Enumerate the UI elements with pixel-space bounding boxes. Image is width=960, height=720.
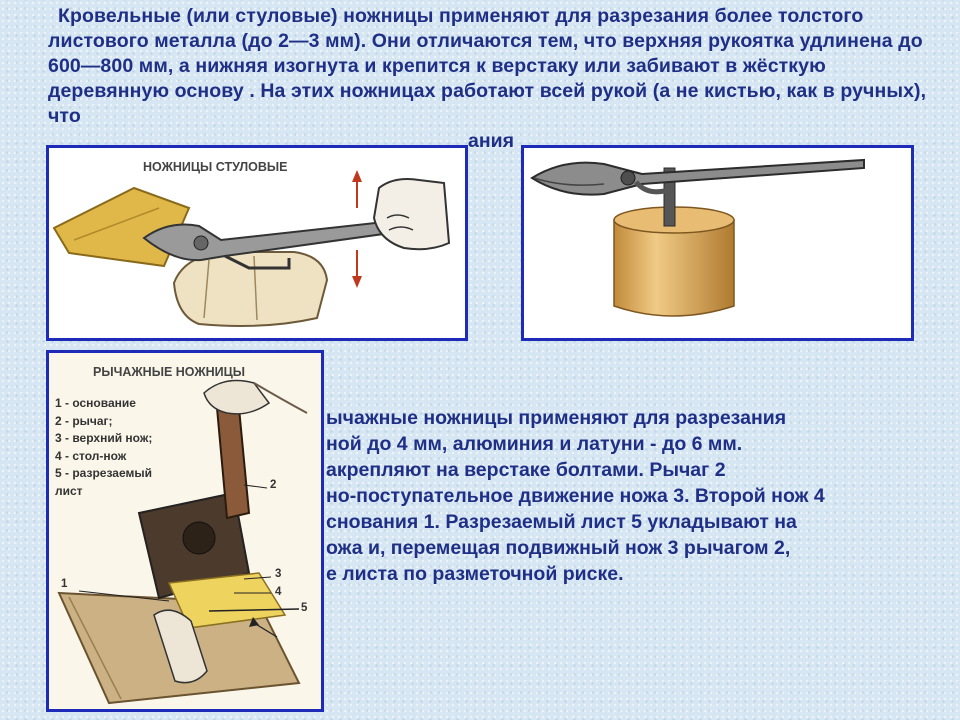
legend-item: лист <box>55 483 83 498</box>
paragraph-2-line: ычажные ножницы применяют для разрезания <box>326 407 787 429</box>
legend-item: 3 - верхний нож; <box>55 431 153 445</box>
paragraph-2-line: снования 1. Разрезаемый лист 5 укладывают на <box>326 511 797 533</box>
paragraph-2-line: е листа по разметочной риске. <box>326 563 624 585</box>
paragraph-2-line: акрепляют на верстаке болтами. Рычаг 2 <box>326 459 726 481</box>
callout-5: 5 <box>301 602 308 614</box>
paragraph-2-line: но-поступательное движение ножа 3. Второй нож 4 <box>326 485 825 507</box>
figure-lever-legend <box>55 395 152 500</box>
callout-4: 4 <box>275 586 282 598</box>
figure-stool-shears <box>46 145 468 341</box>
figure-lever-shears <box>46 350 324 712</box>
shears-stand-illustration <box>524 148 911 338</box>
legend-item: 1 - основание <box>55 396 136 410</box>
paragraph-2-line: ожа и, перемещая подвижный нож 3 рычагом 2, <box>326 537 791 559</box>
callout-3: 3 <box>275 568 282 580</box>
stool-shears-illustration <box>49 148 465 338</box>
legend-item: 2 - рычаг; <box>55 413 113 428</box>
figure-stool-title: НОЖНИЦЫ СТУЛОВЫЕ <box>143 160 288 174</box>
paragraph-1: Кровельные (или стуловые) ножницы применяют для разрезания более толстого листового металла (до 2—3 мм). Они отличаются тем, что верхняя рукоятка удлинена до 600—800 мм, а нижняя изогнута и крепится к верстаку или забивают в жёсткую деревянную основу . На этих ножницах работают всей рукой (а не кистью, как в ручных), что <box>48 5 927 127</box>
legend-item: 5 - разрезаемый <box>55 466 152 480</box>
paragraph-1-tail: ания <box>468 130 514 152</box>
legend-item: 4 - стол-нож <box>55 448 127 463</box>
callout-2: 2 <box>270 479 277 491</box>
figure-shears-on-stand <box>521 145 914 341</box>
callout-1: 1 <box>61 578 68 590</box>
paragraph-2-line: ной до 4 мм, алюминия и латуни - до 6 мм. <box>326 433 743 455</box>
figure-lever-title: РЫЧАЖНЫЕ НОЖНИЦЫ <box>93 365 246 379</box>
